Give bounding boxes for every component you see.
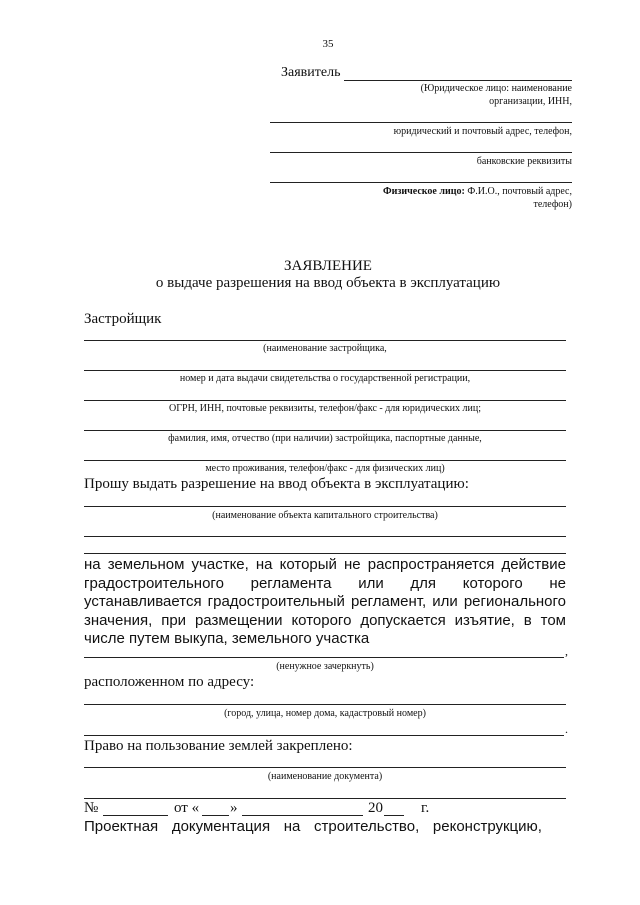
developer-line-2[interactable] bbox=[84, 370, 566, 371]
project-word-5: реконструкцию, bbox=[432, 818, 542, 835]
doc-date-quote-close: » bbox=[230, 800, 238, 816]
applicant-caption-2: организации, ИНН, bbox=[489, 96, 572, 107]
land-line-comma: , bbox=[565, 644, 568, 658]
object-line-2[interactable] bbox=[84, 536, 566, 537]
applicant-line-2[interactable] bbox=[270, 122, 572, 123]
project-word-3: на bbox=[283, 818, 301, 835]
applicant-line-4[interactable] bbox=[270, 182, 572, 183]
land-right-label: Право на пользование землей закреплено: bbox=[84, 738, 353, 754]
document-title: ЗАЯВЛЕНИЕ bbox=[284, 258, 372, 274]
project-word-1: Проектная bbox=[84, 818, 159, 835]
project-word-4: строительство, bbox=[314, 818, 420, 835]
address-label: расположенном по адресу: bbox=[84, 674, 255, 690]
applicant-physical-rest: Ф.И.О., почтовый адрес, bbox=[464, 186, 572, 197]
developer-line-5[interactable] bbox=[84, 460, 566, 461]
land-paragraph: на земельном участке, на который не распространяется действие градостроительного регламента или для которого не устанавливается градостроительный регламент, или регионального значения, при размещении которого допускается изъятие, в том числе путем выкупа, земельного участка bbox=[84, 556, 566, 648]
applicant-physical-caption bbox=[383, 186, 572, 197]
doc-date-year-field[interactable] bbox=[384, 815, 404, 816]
doc-number-sign: № bbox=[84, 800, 99, 816]
applicant-line-3[interactable] bbox=[270, 152, 572, 153]
land-right-line-1[interactable] bbox=[84, 767, 566, 768]
doc-number-field[interactable] bbox=[103, 815, 168, 816]
object-caption: (наименование объекта капитального строительства) bbox=[212, 510, 438, 521]
applicant-label: Заявитель bbox=[281, 65, 341, 80]
applicant-line-1[interactable] bbox=[344, 80, 572, 81]
land-right-line-2[interactable] bbox=[84, 798, 566, 799]
unneeded-caption: (ненужное зачеркнуть) bbox=[276, 661, 374, 672]
doc-date-from: от « bbox=[174, 800, 200, 816]
land-line[interactable] bbox=[84, 657, 564, 658]
developer-caption-3: ОГРН, ИНН, почтовые реквизиты, телефон/факс - для юридических лиц; bbox=[169, 403, 481, 414]
land-right-caption: (наименование документа) bbox=[267, 771, 383, 782]
request-text: Прошу выдать разрешение на ввод объекта в эксплуатацию: bbox=[84, 476, 469, 492]
developer-line-3[interactable] bbox=[84, 400, 566, 401]
object-line-1[interactable] bbox=[84, 506, 566, 507]
page-number: 35 bbox=[322, 38, 334, 50]
object-line-3[interactable] bbox=[84, 553, 566, 554]
address-line-2[interactable] bbox=[84, 735, 564, 736]
doc-date-day-field[interactable] bbox=[202, 815, 229, 816]
project-doc-line bbox=[84, 818, 542, 835]
applicant-caption-4: банковские реквизиты bbox=[476, 156, 572, 167]
applicant-caption-3: юридический и почтовый адрес, телефон, bbox=[393, 126, 572, 137]
document-subtitle: о выдаче разрешения на ввод объекта в эксплуатацию bbox=[155, 275, 501, 291]
applicant-physical-caption-2: телефон) bbox=[533, 199, 572, 210]
address-line-dot: . bbox=[565, 722, 568, 736]
doc-date-year-prefix: 20 bbox=[368, 800, 383, 816]
developer-label: Застройщик bbox=[84, 311, 162, 327]
address-caption: (город, улица, номер дома, кадастровый номер) bbox=[224, 708, 426, 719]
applicant-caption-1: (Юридическое лицо: наименование bbox=[420, 83, 572, 94]
developer-line-4[interactable] bbox=[84, 430, 566, 431]
developer-caption-1: (наименование застройщика, bbox=[263, 343, 387, 354]
developer-line-1[interactable] bbox=[84, 340, 566, 341]
developer-caption-2: номер и дата выдачи свидетельства о государственной регистрации, bbox=[179, 373, 471, 384]
doc-date-month-field[interactable] bbox=[242, 815, 363, 816]
project-word-2: документация bbox=[171, 818, 271, 835]
developer-caption-4: фамилия, имя, отчество (при наличии) застройщика, паспортные данные, bbox=[168, 433, 482, 444]
developer-caption-5: место проживания, телефон/факс - для физических лиц) bbox=[205, 463, 445, 474]
doc-date-year-suffix: г. bbox=[421, 800, 430, 816]
applicant-physical-bold: Физическое лицо: bbox=[383, 186, 465, 197]
address-line-1[interactable] bbox=[84, 704, 566, 705]
